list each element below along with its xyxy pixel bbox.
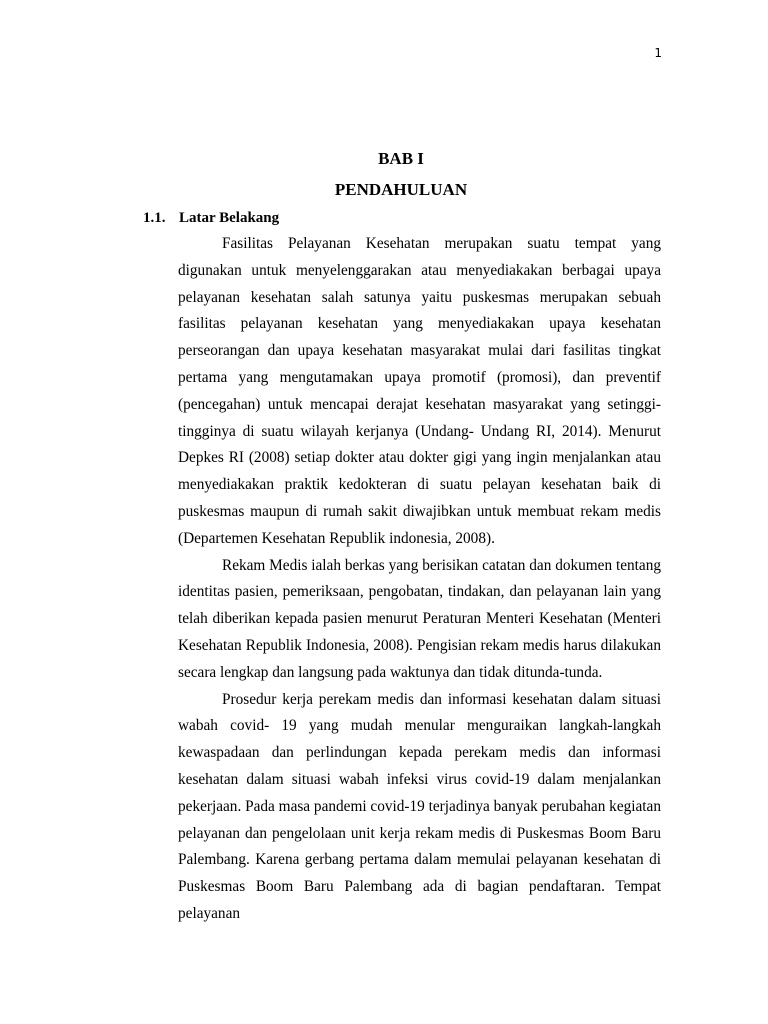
section-title: Latar Belakang [179, 210, 280, 226]
section-heading [143, 210, 279, 227]
paragraph: Prosedur kerja perekam medis dan informasi kesehatan dalam situasi wabah covid- 19 yang mudah menular menguraikan langkah-langkah kewaspadaan dan perlindungan kepada perekam medis dan informasi kesehatan dalam situasi wabah infeksi virus covid-19 dalam menjalankan pekerjaan. Pada masa pandemi covid-19 terjadinya banyak perubahan kegiatan pelayanan dan pengelolaan unit kerja rekam medis di Puskesmas Boom Baru Palembang. Karena gerbang pertama dalam memulai pelayanan kesehatan di Puskesmas Boom Baru Palembang ada di bagian pendaftaran. Tempat pelayanan [178, 690, 661, 922]
chapter-title: PENDAHULUAN [334, 180, 468, 199]
paragraph: Rekam Medis ialah berkas yang berisikan catatan dan dokumen tentang identitas pasien, pemeriksaan, pengobatan, tindakan, dan pelayanan lain yang telah diberikan kepada pasien menurut Peraturan Menteri Kesehatan (Menteri Kesehatan Republik Indonesia, 2008). Pengisian rekam medis harus dilakukan secara lengkap dan langsung pada waktunya dan tidak ditunda-tunda. [178, 556, 661, 681]
page-number: 1 [654, 46, 662, 60]
paragraph: Fasilitas Pelayanan Kesehatan merupakan suatu tempat yang digunakan untuk menyelenggarakan atau menyediakakan berbagai upaya pelayanan kesehatan salah satunya yaitu puskesmas merupakan sebuah fasilitas pelayanan kesehatan yang menyediakakan upaya kesehatan perseorangan dan upaya kesehatan masyarakat mulai dari fasilitas tingkat pertama yang mengutamakan upaya promotif (promosi), dan preventif (pencegahan) untuk mencapai derajat kesehatan masyarakat yang setinggi- tingginya di suatu wilayah kerjanya (Undang- Undang RI, 2014). Menurut Depkes RI (2008) setiap dokter atau dokter gigi yang ingin menjalankan atau menyediakakan praktik kedokteran di suatu pelayan kesehatan baik di puskesmas maupun di rumah sakit diwajibkan untuk membuat rekam medis (Departemen Kesehatan Republik indonesia, 2008). [178, 235, 661, 547]
chapter-label: BAB I [378, 149, 424, 168]
section-number: 1.1. [143, 210, 166, 226]
body-text [178, 231, 661, 928]
